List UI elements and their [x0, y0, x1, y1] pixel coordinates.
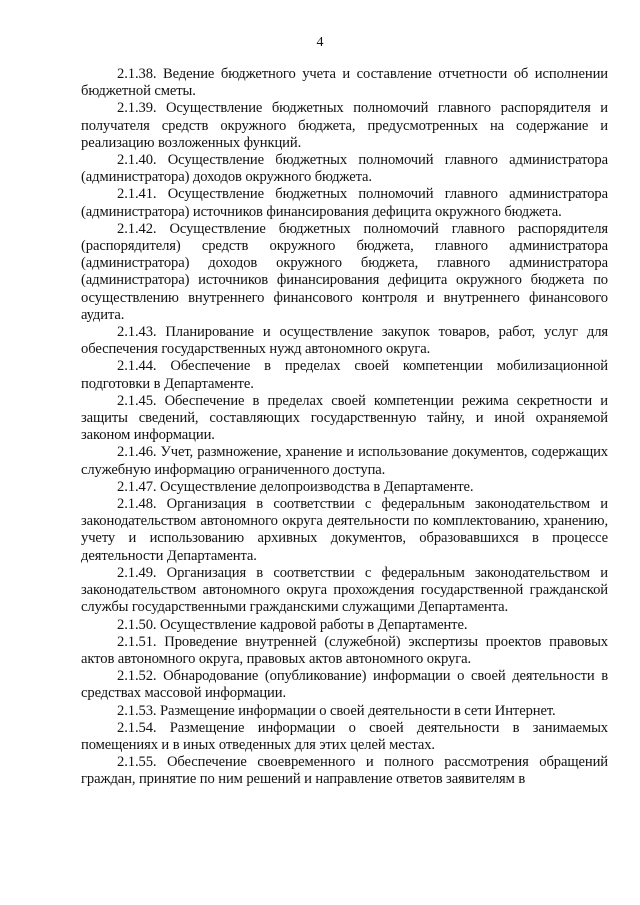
paragraph-2-1-50: 2.1.50. Осуществление кадровой работы в Департаменте.	[117, 616, 468, 633]
paragraph-2-1-52: 2.1.52. Обнародование (опубликование) информации о своей деятельности в средствах массовой информации.	[81, 668, 608, 702]
paragraph-2-1-55: 2.1.55. Обеспечение своевременного и полного рассмотрения обращений граждан, принятие по ним решений и направление ответов заявителям в	[81, 754, 608, 788]
paragraph-2-1-51: 2.1.51. Проведение внутренней (служебной) экспертизы проектов правовых актов автономного округа, правовых актов автономного округа.	[81, 633, 608, 667]
paragraph-2-1-47: 2.1.47. Осуществление делопроизводства в Департаменте.	[117, 478, 474, 495]
paragraph-2-1-38: 2.1.38. Ведение бюджетного учета и составление отчетности об исполнении бюджетной сметы.	[81, 66, 608, 100]
paragraph-2-1-42: 2.1.42. Осуществление бюджетных полномочий главного распорядителя (распорядителя) средств окружного бюджета, главного администратора (администратора) доходов окружного бюджета, главного администратора (администратора) источников финансирования дефицита окружного бюджета по осуществлению внутреннего финансового контроля и внутреннего финансового аудита.	[81, 220, 608, 323]
paragraph-2-1-39: 2.1.39. Осуществление бюджетных полномочий главного распорядителя и получателя средств окружного бюджета, предусмотренных на содержание и реализацию возложенных функций.	[81, 100, 608, 151]
page-number: 4	[316, 35, 324, 50]
paragraph-2-1-44: 2.1.44. Обеспечение в пределах своей компетенции мобилизационной подготовки в Департаменте.	[81, 358, 608, 392]
document-body	[81, 66, 608, 789]
paragraph-2-1-53: 2.1.53. Размещение информации о своей деятельности в сети Интернет.	[117, 702, 556, 719]
paragraph-2-1-49: 2.1.49. Организация в соответствии с федеральным законодательством и законодательством автономного округа прохождения государственной гражданской службы государственными гражданскими служащими Департамента.	[81, 564, 608, 616]
paragraph-2-1-46: 2.1.46. Учет, размножение, хранение и использование документов, содержащих служебную информацию ограниченного доступа.	[81, 444, 608, 478]
paragraph-2-1-41: 2.1.41. Осуществление бюджетных полномочий главного администратора (администратора) источников финансирования дефицита окружного бюджета.	[81, 186, 608, 220]
paragraph-2-1-40: 2.1.40. Осуществление бюджетных полномочий главного администратора (администратора) доходов окружного бюджета.	[81, 152, 608, 186]
paragraph-2-1-54: 2.1.54. Размещение информации о своей деятельности в занимаемых помещениях и в иных отведенных для этих целей местах.	[81, 719, 608, 753]
paragraph-2-1-45: 2.1.45. Обеспечение в пределах своей компетенции режима секретности и защиты сведений, составляющих государственную тайну, и иной охраняемой законом информации.	[81, 392, 608, 444]
paragraph-2-1-48: 2.1.48. Организация в соответствии с федеральным законодательством и законодательством автономного округа деятельности по комплектованию, хранению, учету и использованию архивных документов, образовавшихся в процессе деятельности Департамента.	[81, 496, 608, 564]
paragraph-2-1-43: 2.1.43. Планирование и осуществление закупок товаров, работ, услуг для обеспечения государственных нужд автономного округа.	[81, 324, 608, 358]
